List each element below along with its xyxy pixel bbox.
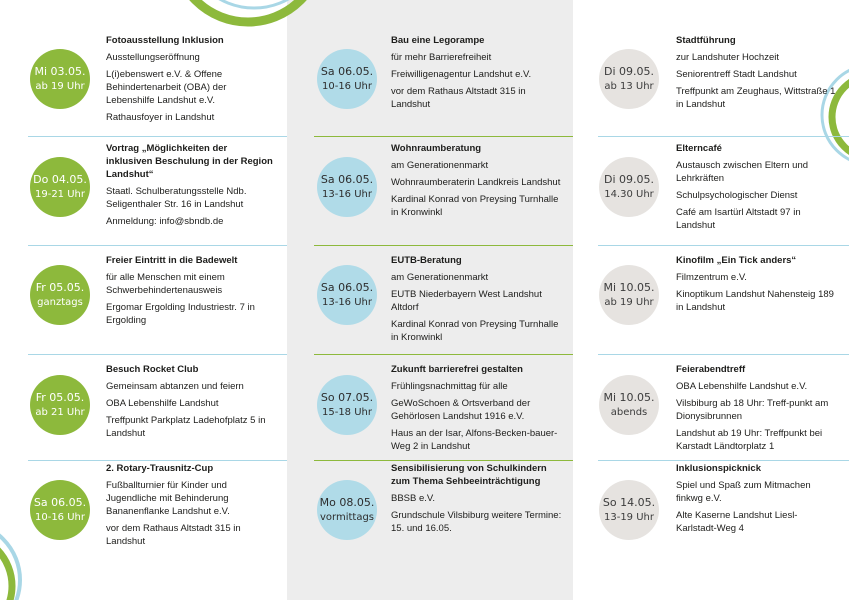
row-separator (28, 460, 287, 461)
event-time: 10-16 Uhr (321, 81, 372, 92)
event-title: Stadtführung (676, 35, 736, 46)
row-separator (598, 245, 849, 246)
event-title: EUTB-Beratung (391, 255, 462, 266)
event-title: Fotoausstellung Inklusion (106, 35, 224, 46)
row-separator (598, 460, 849, 461)
event-detail-line: Fußballturnier für Kinder und Jugendliche mit Behinderung Bananenflanke Landshut e.V. (106, 480, 230, 517)
event-detail-line: Wohnraumberaterin Landkreis Landshut (391, 177, 561, 188)
event-time: vormittags (319, 512, 375, 523)
event-title: Bau eine Legorampe (391, 35, 485, 46)
event-day: Sa 06.05. (33, 496, 87, 509)
event-detail-line: Ergomar Ergolding Industriestr. 7 in Ergolding (106, 302, 255, 326)
row-separator (598, 136, 849, 137)
row-separator (598, 354, 849, 355)
event-time: ab 19 Uhr (604, 297, 654, 308)
event-title: Kinofilm „Ein Tick anders“ (676, 255, 797, 266)
event-details (676, 462, 836, 539)
event-title: Vortrag „Möglichkeiten der inklusiven Beschulung in der Region Landshut“ (106, 143, 273, 180)
event-detail-line: Staatl. Schulberatungsstelle Ndb. Seligenthaler Str. 16 in Landshut (106, 186, 247, 210)
event-details (676, 254, 836, 318)
event-details (391, 142, 563, 223)
event-detail-line: zur Landshuter Hochzeit (676, 52, 779, 63)
event-details (106, 34, 276, 128)
row-separator (28, 245, 287, 246)
event-day: So 07.05. (320, 391, 374, 404)
event-detail-line: Alte Kaserne Landshut Liesl-Karlstadt-Weg 4 (676, 510, 798, 534)
date-badge (317, 375, 377, 435)
date-badge (30, 157, 90, 217)
event-day: Fr 05.05. (35, 281, 85, 294)
event-detail-line: vor dem Rathaus Altstadt 315 in Landshut (106, 523, 241, 547)
event-day: Do 04.05. (33, 173, 87, 186)
date-badge (317, 49, 377, 109)
event-details (106, 142, 276, 232)
event-title: Wohnraumberatung (391, 143, 482, 154)
event-detail-line: Café am Isartürl Altstadt 97 in Landshut (676, 207, 801, 231)
event-time: ab 19 Uhr (35, 81, 85, 92)
row-separator (314, 354, 573, 355)
event-day: Mo 08.05. (319, 496, 375, 509)
event-detail-line: GeWoSchoen & Ortsverband der Gehörlosen Landshut 1916 e.V. (391, 398, 531, 422)
event-detail-line: Austausch zwischen Eltern und Lehrkräften (676, 160, 809, 184)
event-detail-line: Treffpunkt am Zeughaus, Wittstraße 1 in Landshut (676, 86, 836, 110)
event-day: So 14.05. (602, 496, 656, 509)
event-title: Zukunft barrierefrei gestalten (391, 364, 523, 375)
event-day: Sa 06.05. (320, 281, 374, 294)
event-details (391, 363, 563, 457)
event-title: Elterncafé (676, 143, 722, 154)
event-detail-line: Kardinal Konrad von Preysing Turnhalle in Kronwinkl (391, 194, 559, 218)
event-day: Mi 10.05. (603, 391, 655, 404)
event-detail-line: Ausstellungseröffnung (106, 52, 200, 63)
event-details (391, 254, 563, 348)
event-detail-line: Anmeldung: info@sbndb.de (106, 216, 224, 227)
event-day: Di 09.05. (603, 65, 654, 78)
event-detail-line: EUTB Niederbayern West Landshut Altdorf (391, 289, 542, 313)
event-details (676, 363, 836, 457)
event-detail-line: vor dem Rathaus Altstadt 315 in Landshut (391, 86, 526, 110)
event-time: 14.30 Uhr (604, 189, 654, 200)
row-separator (28, 354, 287, 355)
event-time: ganztags (37, 297, 83, 308)
event-time: ab 13 Uhr (604, 81, 654, 92)
event-detail-line: Gemeinsam abtanzen und feiern (106, 381, 244, 392)
event-detail-line: Freiwilligenagentur Landshut e.V. (391, 69, 532, 80)
event-detail-line: Frühlingsnachmittag für alle (391, 381, 508, 392)
date-badge (599, 49, 659, 109)
date-badge (30, 265, 90, 325)
event-detail-line: Treffpunkt Parkplatz Ladehofplatz 5 in Landshut (106, 415, 266, 439)
event-time: 15-18 Uhr (321, 407, 372, 418)
event-detail-line: L(i)ebenswert e.V. & Offene Behindertenarbeit (OBA) der Lebenshilfe Landshut e.V. (106, 69, 227, 106)
date-badge (30, 49, 90, 109)
event-day: Sa 06.05. (320, 173, 374, 186)
event-time: 13-16 Uhr (321, 189, 372, 200)
date-badge (317, 265, 377, 325)
event-time: 19-21 Uhr (34, 189, 85, 200)
event-detail-line: Seniorentreff Stadt Landshut (676, 69, 797, 80)
event-details (391, 462, 563, 539)
event-day: Sa 06.05. (320, 65, 374, 78)
event-time: ab 21 Uhr (35, 407, 85, 418)
event-detail-line: Grundschule Vilsbiburg weitere Termine: 15. und 16.05. (391, 510, 562, 534)
event-title: Freier Eintritt in die Badewelt (106, 255, 238, 266)
event-detail-line: am Generationenmarkt (391, 160, 489, 171)
event-time: 13-19 Uhr (603, 512, 654, 523)
date-badge (599, 480, 659, 540)
event-detail-line: Vilsbiburg ab 18 Uhr: Treff-punkt am Dionysibrunnen (676, 398, 829, 422)
event-detail-line: Schulpsychologischer Dienst (676, 190, 798, 201)
event-day: Di 09.05. (603, 173, 654, 186)
row-separator (28, 136, 287, 137)
event-detail-line: Haus an der Isar, Alfons-Becken-bauer-Weg 2 in Landshut (391, 428, 558, 452)
date-badge (599, 157, 659, 217)
event-details (676, 142, 836, 236)
date-badge (30, 480, 90, 540)
event-day: Mi 10.05. (603, 281, 655, 294)
date-badge (30, 375, 90, 435)
event-detail-line: für alle Menschen mit einem Schwerbehindertenausweis (106, 272, 225, 296)
date-badge (599, 375, 659, 435)
event-title: Inklusionspicknick (676, 463, 761, 474)
event-title: Besuch Rocket Club (106, 364, 199, 375)
event-details (676, 34, 836, 115)
event-detail-line: Kardinal Konrad von Preysing Turnhalle in Kronwinkl (391, 319, 559, 343)
event-detail-line: Filmzentrum e.V. (676, 272, 747, 283)
event-details (391, 34, 563, 115)
event-details (106, 462, 276, 552)
event-day: Mi 03.05. (34, 65, 86, 78)
event-detail-line: Spiel und Spaß zum Mitmachen finkwg e.V. (676, 480, 811, 504)
event-details (106, 254, 276, 331)
event-detail-line: Landshut ab 19 Uhr: Treffpunkt bei Karstadt Ländtorplatz 1 (676, 428, 823, 452)
date-badge (317, 480, 377, 540)
event-time: 10-16 Uhr (34, 512, 85, 523)
event-details (106, 363, 276, 444)
event-time: abends (610, 407, 648, 418)
event-day: Fr 05.05. (35, 391, 85, 404)
event-title: Sensibilisierung von Schulkindern zum Thema Sehbeeinträchtigung (391, 463, 547, 487)
event-detail-line: für mehr Barrierefreiheit (391, 52, 492, 63)
date-badge (317, 157, 377, 217)
event-time: 13-16 Uhr (321, 297, 372, 308)
row-separator (314, 245, 573, 246)
event-detail-line: am Generationenmarkt (391, 272, 489, 283)
event-detail-line: Kinoptikum Landshut Nahensteig 189 in Landshut (676, 289, 834, 313)
event-title: Feierabendtreff (676, 364, 746, 375)
date-badge (599, 265, 659, 325)
event-title: 2. Rotary-Trausnitz-Cup (106, 463, 214, 474)
event-detail-line: BBSB e.V. (391, 493, 436, 504)
row-separator (314, 136, 573, 137)
event-detail-line: OBA Lebenshilfe Landshut e.V. (676, 381, 808, 392)
row-separator (314, 460, 573, 461)
event-detail-line: Rathausfoyer in Landshut (106, 112, 215, 123)
event-detail-line: OBA Lebenshilfe Landshut (106, 398, 219, 409)
